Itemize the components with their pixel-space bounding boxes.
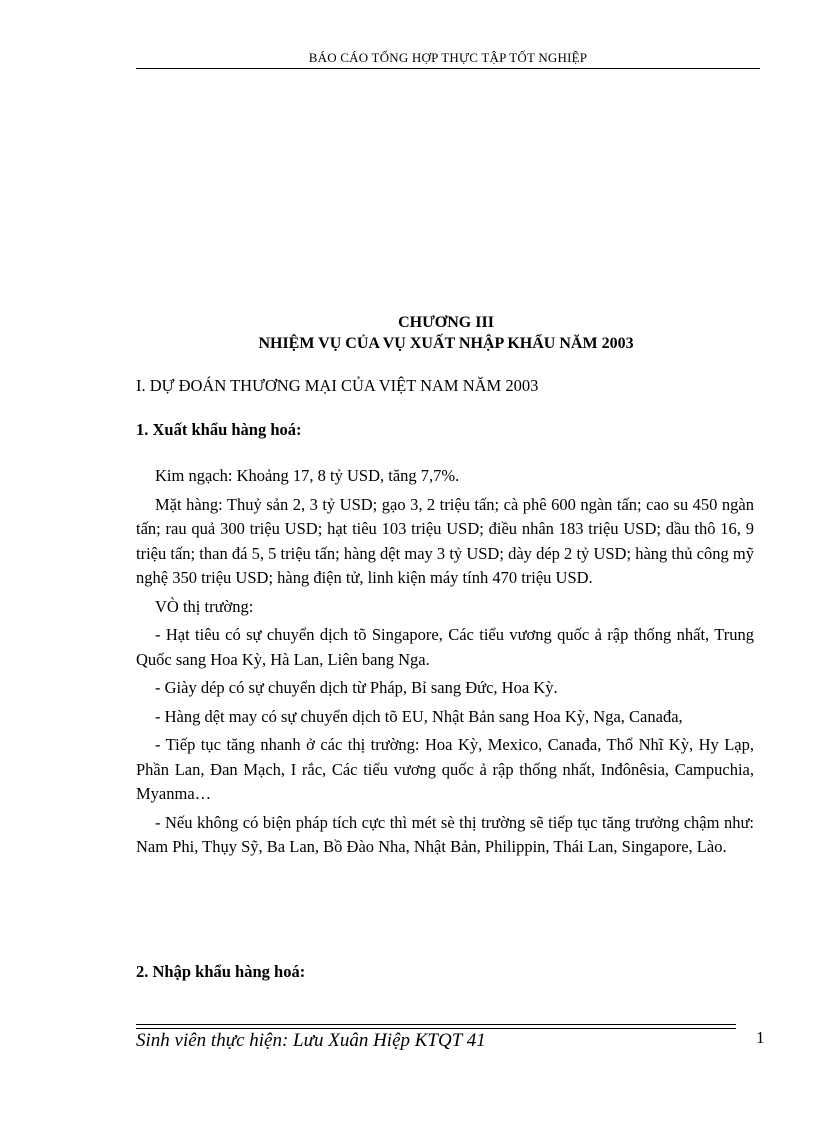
paragraph: - Nếu không có biện pháp tích cực thì mét sè thị trường sẽ tiếp tục tăng trưởng chậm như: Nam Phi, Thụy Sỹ, Ba Lan, Bồ Đào Nha, Nhật Bản, Philippin, Thái Lan, Singapore, Lào. <box>136 812 754 856</box>
import-heading: 2. Nhập khẩu hàng hoá: <box>136 962 306 981</box>
report-title: BÁO CÁO TỔNG HỢP THỰC TẬP TỐT NGHIỆP <box>308 50 588 65</box>
paragraph: Kim ngạch: Khoảng 17, 8 tỷ USD, tăng 7,7%. <box>155 466 460 485</box>
paragraph: Mặt hàng: Thuỷ sản 2, 3 tỷ USD; gạo 3, 2 triệu tấn; cà phê 600 ngàn tấn; cao su 450 ngàn tấn; rau quả 300 triệu USD; hạt tiêu 103 triệu USD; điều nhân 183 triệu USD; dầu thô 16, 9 triệu tấn; than đá 5, 5 triệu tấn; hàng dệt may 3 tỷ USD; dày dép 2 tỷ USD; hàng thủ công mỹ nghệ 350 triệu USD; hàng điện tử, linh kiện máy tính 470 triệu USD. <box>136 494 754 587</box>
footer-divider <box>136 1024 736 1029</box>
chapter-number: CHƯƠNG III <box>398 314 494 331</box>
section-heading: I. DỰ ĐOÁN THƯƠNG MẠI CỦA VIỆT NAM NĂM 2003 <box>136 376 539 395</box>
footer-author: Sinh viên thực hiện: Lưu Xuân Hiệp KTQT 41 <box>136 1030 486 1051</box>
chapter-heading <box>136 312 756 354</box>
paragraph: - Hàng dệt may có sự chuyển dịch tõ EU, Nhật Bản sang Hoa Kỳ, Nga, Canađa, <box>155 706 683 726</box>
paragraph: - Hạt tiêu có sự chuyển dịch tõ Singapore, Các tiểu vương quốc ả rập thống nhất, Trung Quốc sang Hoa Kỳ, Hà Lan, Liên bang Nga. <box>136 625 754 669</box>
header-divider <box>136 68 760 69</box>
chapter-title: NHIỆM VỤ CỦA VỤ XUẤT NHẬP KHẨU NĂM 2003 <box>258 335 634 352</box>
export-heading: 1. Xuất khẩu hàng hoá: <box>136 420 302 439</box>
page-number: 1 <box>756 1028 765 1047</box>
paragraph: VÒ thị trường: <box>155 596 254 616</box>
paragraph: - Giày dép có sự chuyển dịch từ Pháp, Bỉ sang Đức, Hoa Kỳ. <box>155 678 558 697</box>
paragraph: - Tiếp tục tăng nhanh ở các thị trường: Hoa Kỳ, Mexico, Canađa, Thổ Nhĩ Kỳ, Hy Lạp, Phần Lan, Đan Mạch, I rắc, Các tiểu vương quốc ả rập thống nhất, Inđônêsia, Campuchia, Myanma… <box>136 735 754 803</box>
export-body <box>136 464 754 864</box>
